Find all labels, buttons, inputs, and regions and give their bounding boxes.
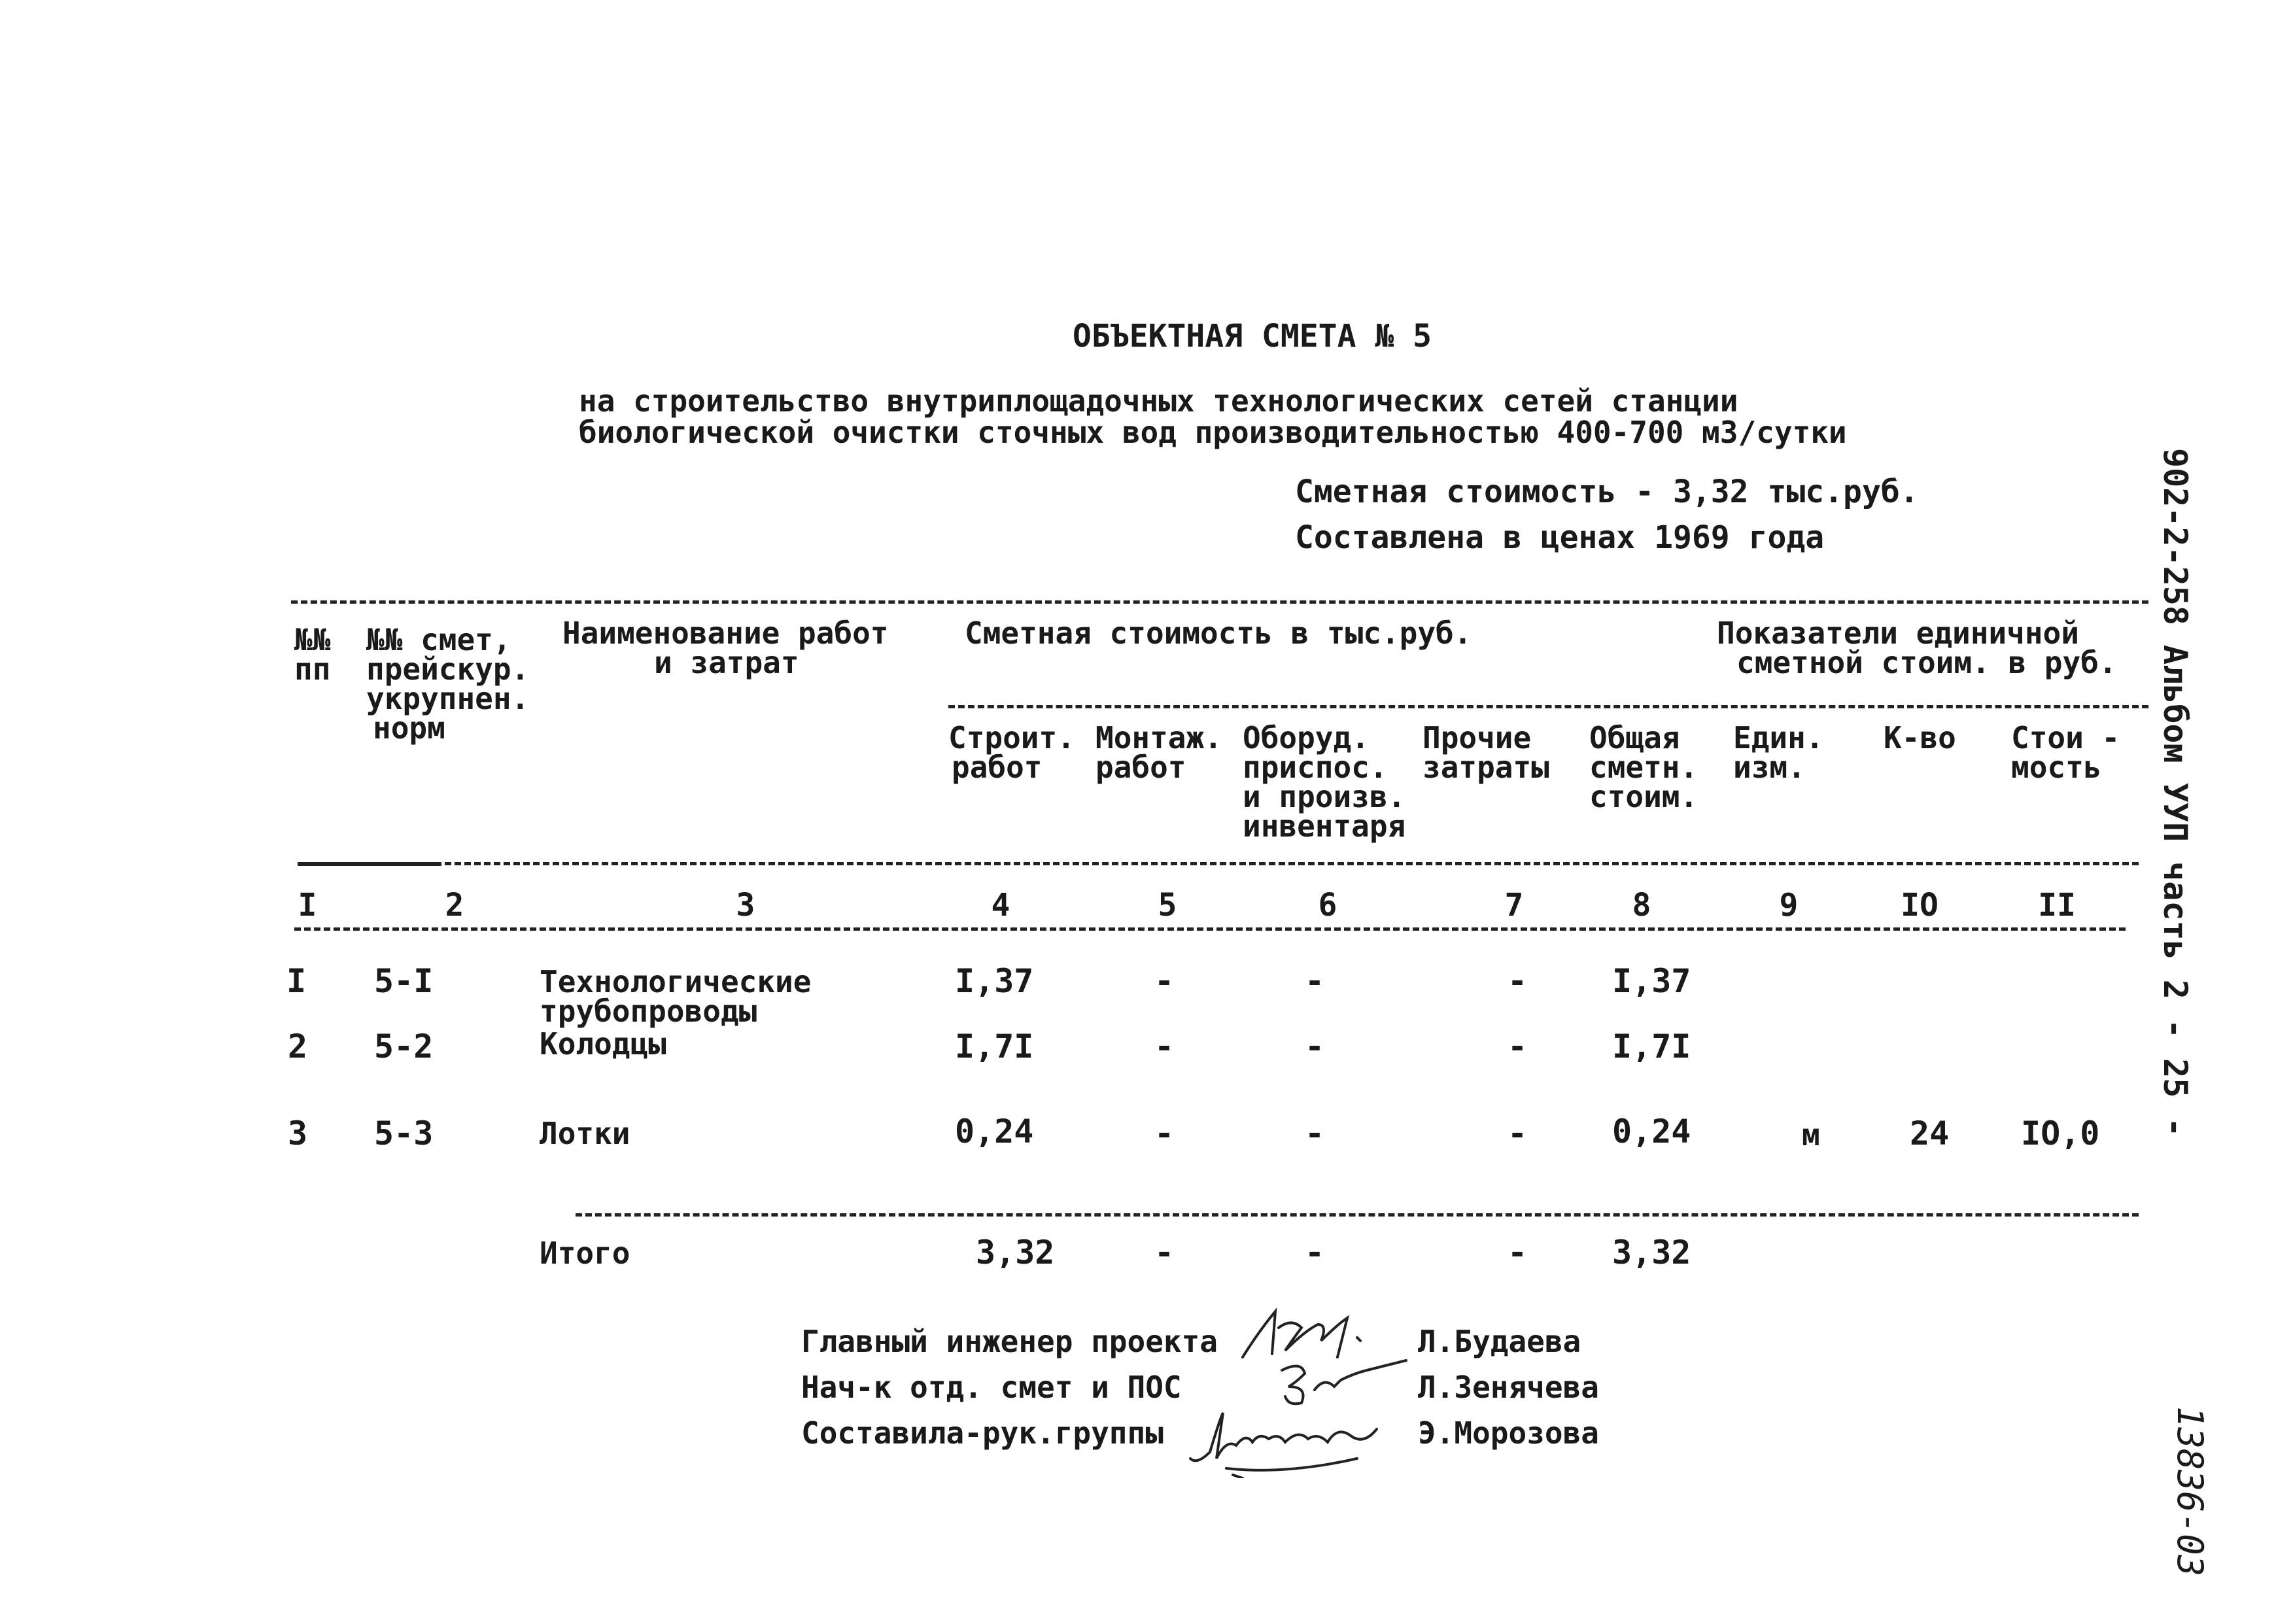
row-other-cost: -: [1507, 1114, 1528, 1152]
column-number: IO: [1901, 887, 1939, 924]
row-equipment-cost: -: [1304, 962, 1325, 1000]
header-col2-line1: №№ смет,: [366, 622, 511, 657]
header-col5-line1: Монтаж.: [1095, 720, 1222, 755]
header-col6-line2: приспос.: [1243, 750, 1388, 785]
header-group-indicators-line1: Показатели единичной: [1717, 615, 2079, 651]
header-col7-line2: затраты: [1422, 750, 1549, 785]
column-number: I: [298, 887, 317, 924]
header-col2-line4: норм: [373, 710, 445, 746]
row-other-cost: -: [1507, 1028, 1528, 1065]
column-number: 9: [1779, 887, 1799, 924]
header-group-cost: Сметная стоимость в тыс.руб.: [965, 615, 1472, 651]
row-ref: 5-I: [374, 962, 434, 1000]
header-col2-line2: прейскур.: [366, 651, 530, 687]
row-quantity: 24: [1910, 1114, 1950, 1152]
signature-role: Главный инженер проекта: [801, 1324, 1218, 1359]
column-number: 4: [991, 887, 1010, 924]
total-rule: [576, 1213, 2139, 1217]
row-equipment-cost: -: [1304, 1114, 1325, 1152]
row-name-cont: трубопроводы: [540, 993, 757, 1029]
column-number-rule: [294, 927, 2126, 931]
header-col8-line1: Общая: [1589, 720, 1680, 755]
column-number: 2: [445, 887, 464, 924]
handwritten-signature-3: [1187, 1406, 1409, 1478]
header-col10: К-во: [1884, 720, 1956, 755]
header-col3-line2: и затрат: [654, 645, 799, 680]
row-equipment-cost: -: [1304, 1028, 1325, 1065]
header-col11-line2: мость: [2011, 750, 2102, 785]
row-installation-cost: -: [1154, 1114, 1175, 1152]
subtitle-line-1: на строительство внутриплощадочных технологических сетей станции: [579, 383, 1738, 419]
row-installation-cost: -: [1154, 1028, 1175, 1065]
header-col6-line4: инвентаря: [1243, 808, 1406, 844]
signature-name: Л.Зенячева: [1418, 1370, 1599, 1405]
header-col7-line1: Прочие: [1422, 720, 1532, 755]
total-label: Итого: [540, 1235, 630, 1271]
row-total-cost: 0,24: [1612, 1113, 1691, 1150]
side-archive-number: 13836-03: [2169, 1406, 2211, 1577]
table-top-rule: [291, 600, 2148, 604]
header-col4-line1: Строит.: [948, 720, 1075, 755]
row-ref: 5-2: [374, 1028, 434, 1065]
estimated-cost: Сметная стоимость - 3,32 тыс.руб.: [1295, 474, 1919, 510]
total-other-cost: -: [1507, 1234, 1528, 1271]
column-number: 7: [1504, 887, 1524, 924]
header-col5-line2: работ: [1095, 750, 1186, 785]
header-col9-line1: Един.: [1733, 720, 1824, 755]
signature-role: Нач-к отд. смет и ПОС: [801, 1370, 1182, 1405]
row-unit: м: [1802, 1117, 1820, 1152]
signature-role: Составила-рук.группы: [801, 1415, 1164, 1451]
row-total-cost: I,37: [1612, 962, 1691, 1000]
handwritten-signature-2: [1275, 1357, 1426, 1409]
column-number: 8: [1632, 887, 1651, 924]
document-title: ОБЪЕКТНАЯ СМЕТА № 5: [1073, 318, 1432, 354]
column-number: 5: [1158, 887, 1177, 924]
row-total-cost: I,7I: [1612, 1028, 1691, 1065]
header-col11-line1: Стои -: [2011, 720, 2120, 755]
header-col9-line2: изм.: [1733, 750, 1806, 785]
header-bottom-rule-solid: [298, 862, 441, 866]
row-installation-cost: -: [1154, 962, 1175, 1000]
row-number: 2: [288, 1028, 308, 1065]
column-number: II: [2038, 887, 2076, 924]
header-col8-line3: стоим.: [1589, 779, 1698, 814]
header-col2-line3: укрупнен.: [366, 681, 530, 716]
signature-name: Л.Будаева: [1418, 1324, 1581, 1359]
header-col1-line2: пп: [294, 651, 331, 687]
side-archive-code: 902-2-258 Альбом УУП часть 2 - 25 -: [2156, 448, 2194, 1137]
row-name: Лотки: [540, 1116, 630, 1151]
row-unit-cost: IO,0: [2021, 1114, 2100, 1152]
column-number: 3: [736, 887, 755, 924]
header-col6-line1: Оборуд.: [1243, 720, 1370, 755]
row-name: Колодцы: [540, 1026, 666, 1062]
row-construction-cost: I,37: [955, 962, 1034, 1000]
header-col4-line2: работ: [952, 750, 1043, 785]
handwritten-signature-1: [1239, 1305, 1409, 1364]
header-group-indicators-line2: сметной стоим. в руб.: [1736, 645, 2117, 680]
row-other-cost: -: [1507, 962, 1528, 1000]
row-construction-cost: 0,24: [955, 1113, 1034, 1150]
header-col6-line3: и произв.: [1243, 779, 1406, 814]
column-number: 6: [1318, 887, 1337, 924]
total-equipment-cost: -: [1304, 1234, 1325, 1271]
row-number: I: [286, 962, 307, 1000]
row-construction-cost: I,7I: [955, 1028, 1034, 1065]
price-basis: Составлена в ценах 1969 года: [1295, 519, 1825, 556]
signature-name: Э.Морозова: [1418, 1415, 1599, 1451]
row-name: Технологические: [540, 964, 812, 999]
header-group-rule: [948, 705, 2148, 708]
row-ref: 5-3: [374, 1114, 434, 1152]
row-number: 3: [288, 1114, 308, 1152]
subtitle-line-2: биологической очистки сточных вод производительностью 400-700 м3/сутки: [579, 415, 1847, 450]
header-col1-line1: №№: [294, 622, 331, 657]
header-col3-line1: Наименование работ: [562, 615, 889, 651]
total-installation-cost: -: [1154, 1234, 1175, 1271]
header-bottom-rule-dashed: [445, 862, 2139, 865]
header-col8-line2: сметн.: [1589, 750, 1698, 785]
total-overall-cost: 3,32: [1612, 1234, 1691, 1271]
total-construction-cost: 3,32: [976, 1234, 1055, 1271]
